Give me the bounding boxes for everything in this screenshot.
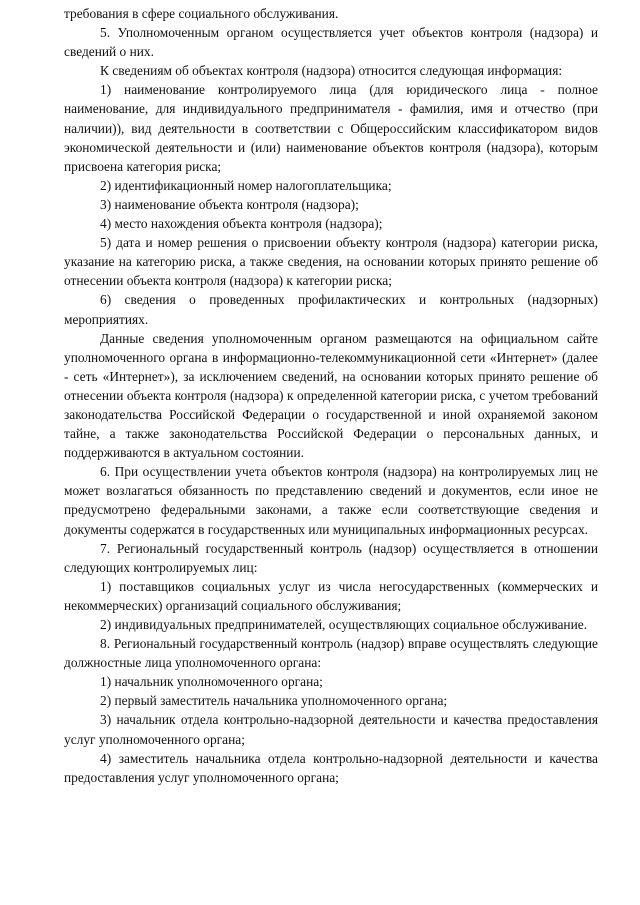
paragraph: 3) начальник отдела контрольно-надзорной деятельности и качества предоставления услуг уполномоченного органа;: [64, 712, 598, 747]
paragraph: 2) идентификационный номер налогоплательщика;: [100, 177, 392, 193]
paragraph: 7. Региональный государственный контроль (надзор) осуществляется в отношении следующих контролируемых лиц:: [64, 540, 598, 575]
paragraph: 6) сведения о проведенных профилактических и контрольных (надзорных) мероприятиях.: [64, 292, 598, 327]
paragraph: 5. Уполномоченным органом осуществляется учет объектов контроля (надзора) и сведений о них.: [64, 25, 598, 60]
paragraph: 4) заместитель начальника отдела контрольно-надзорной деятельности и качества предоставления услуг уполномоченного органа;: [64, 750, 598, 785]
paragraph: 4) место нахождения объекта контроля (надзора);: [100, 216, 383, 232]
paragraph: 1) начальник уполномоченного органа;: [100, 674, 323, 690]
paragraph: К сведениям об объектах контроля (надзора) относится следующая информация:: [100, 63, 563, 79]
paragraph: 6. При осуществлении учета объектов контроля (надзора) на контролируемых лиц не может возлагаться обязанность по представлению сведений и документов, если иное не предусмотрено федеральными законами, а также если соответствующие сведения и документы содержатся в государственных или муниципальных информационных ресурсах.: [64, 464, 598, 537]
paragraph: 1) поставщиков социальных услуг из числа негосударственных (коммерческих и некоммерческих) организаций социального обслуживания;: [64, 578, 598, 613]
paragraph: 1) наименование контролируемого лица (для юридического лица - полное наименование, для индивидуального предпринимателя - фамилия, имя и отчество (при наличии)), вид деятельности в соответствии с Общероссийским классификатором видов экономической деятельности и (или) наименование объектов контроля (надзора), которым присвоена категория риска;: [64, 82, 598, 174]
paragraph: 3) наименование объекта контроля (надзора);: [100, 196, 359, 212]
paragraph: 2) первый заместитель начальника уполномоченного органа;: [100, 693, 448, 709]
paragraph: 8. Региональный государственный контроль (надзор) вправе осуществлять следующие должностные лица уполномоченного органа:: [64, 636, 598, 671]
paragraph: Данные сведения уполномоченным органом размещаются на официальном сайте уполномоченного органа в информационно-телекоммуникационной сети «Интернет» (далее - сеть «Интернет»), за исключением сведений, на основании которых принято решение об отнесении объекта контроля (надзора) к определенной категории риска, с учетом требований законодательства Российской Федерации о государственной и иной охраняемой законом тайне, а также законодательства Российской Федерации о персональных данных, и поддерживаются в актуальном состоянии.: [64, 330, 598, 461]
paragraph: требования в сфере социального обслуживания.: [64, 6, 339, 21]
paragraph: 5) дата и номер решения о присвоении объекту контроля (надзора) категории риска, указание на категорию риска, а также сведения, на основании которых принято решение об отнесении объекта контроля (надзора) к категории риска;: [64, 235, 598, 289]
document-page: [64, 4, 598, 787]
paragraph: 2) индивидуальных предпринимателей, осуществляющих социальное обслуживание.: [100, 617, 588, 632]
